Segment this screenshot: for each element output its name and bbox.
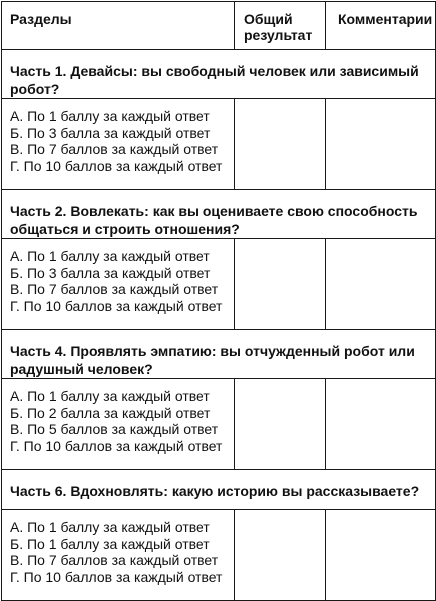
part-6-total-cell[interactable]: [235, 510, 326, 601]
part-2-title: Часть 2. Вовлекать: как вы оцениваете свою способность общаться и строить отношения?: [2, 190, 436, 239]
header-comments: Комментарии: [326, 2, 436, 50]
part-2-answer-b: Б. По 3 балла за каждый ответ: [10, 264, 211, 281]
part-4-total-cell[interactable]: [235, 379, 326, 470]
header-sections: Разделы: [2, 2, 235, 50]
part-2-title-row: [2, 190, 436, 239]
part-1-total-cell[interactable]: [235, 99, 326, 190]
score-sheet: [1, 1, 435, 585]
part-4-title-row: [2, 330, 436, 379]
part-2-total-cell[interactable]: [235, 239, 326, 330]
part-6-answer-d: Г. По 10 баллов за каждый ответ: [10, 568, 223, 585]
part-1-answers-row: [2, 99, 436, 190]
part-1-answer-b: Б. По 3 балла за каждый ответ: [10, 124, 211, 141]
part-1-answer-c: В. По 7 баллов за каждый ответ: [10, 141, 219, 157]
part-4-answer-a: А. По 1 баллу за каждый ответ: [10, 388, 210, 404]
part-1-answer-d: Г. По 10 баллов за каждый ответ: [10, 157, 223, 174]
score-table: [1, 1, 436, 601]
part-1-title: Часть 1. Девайсы: вы свободный человек или зависимый робот?: [2, 50, 436, 99]
part-4-answers: [2, 379, 235, 470]
part-4-title: Часть 4. Проявлять эмпатию: вы отчужденный робот или радушный человек?: [2, 330, 436, 379]
part-4-answer-c: В. По 5 баллов за каждый ответ: [10, 421, 219, 437]
part-6-answers-row: [2, 510, 436, 601]
part-2-answers-row: [2, 239, 436, 330]
part-1-answers: [2, 99, 235, 190]
part-4-comment-cell[interactable]: [326, 379, 436, 470]
part-4-answers-row: [2, 379, 436, 470]
part-6-answer-c: В. По 7 баллов за каждый ответ: [10, 552, 219, 568]
part-2-comment-cell[interactable]: [326, 239, 436, 330]
part-6-title-row: [2, 470, 436, 510]
part-2-answer-d: Г. По 10 баллов за каждый ответ: [10, 297, 223, 314]
part-1-answer-a: А. По 1 баллу за каждый ответ: [10, 108, 210, 124]
part-6-answer-a: А. По 1 баллу за каждый ответ: [10, 519, 210, 535]
part-2-answer-c: В. По 7 баллов за каждый ответ: [10, 281, 219, 297]
part-2-answer-a: А. По 1 баллу за каждый ответ: [10, 248, 210, 264]
part-6-comment-cell[interactable]: [326, 510, 436, 601]
part-4-answer-b: Б. По 2 балла за каждый ответ: [10, 404, 211, 421]
part-4-answer-d: Г. По 10 баллов за каждый ответ: [10, 437, 223, 454]
part-6-answer-b: Б. По 1 баллу за каждый ответ: [10, 535, 210, 552]
part-1-comment-cell[interactable]: [326, 99, 436, 190]
header-total: Общий результат: [235, 2, 326, 50]
part-6-title: Часть 6. Вдохновлять: какую историю вы рассказываете?: [2, 470, 436, 510]
part-1-title-row: [2, 50, 436, 99]
part-6-answers: [2, 510, 235, 601]
header-row: [2, 2, 436, 50]
part-2-answers: [2, 239, 235, 330]
